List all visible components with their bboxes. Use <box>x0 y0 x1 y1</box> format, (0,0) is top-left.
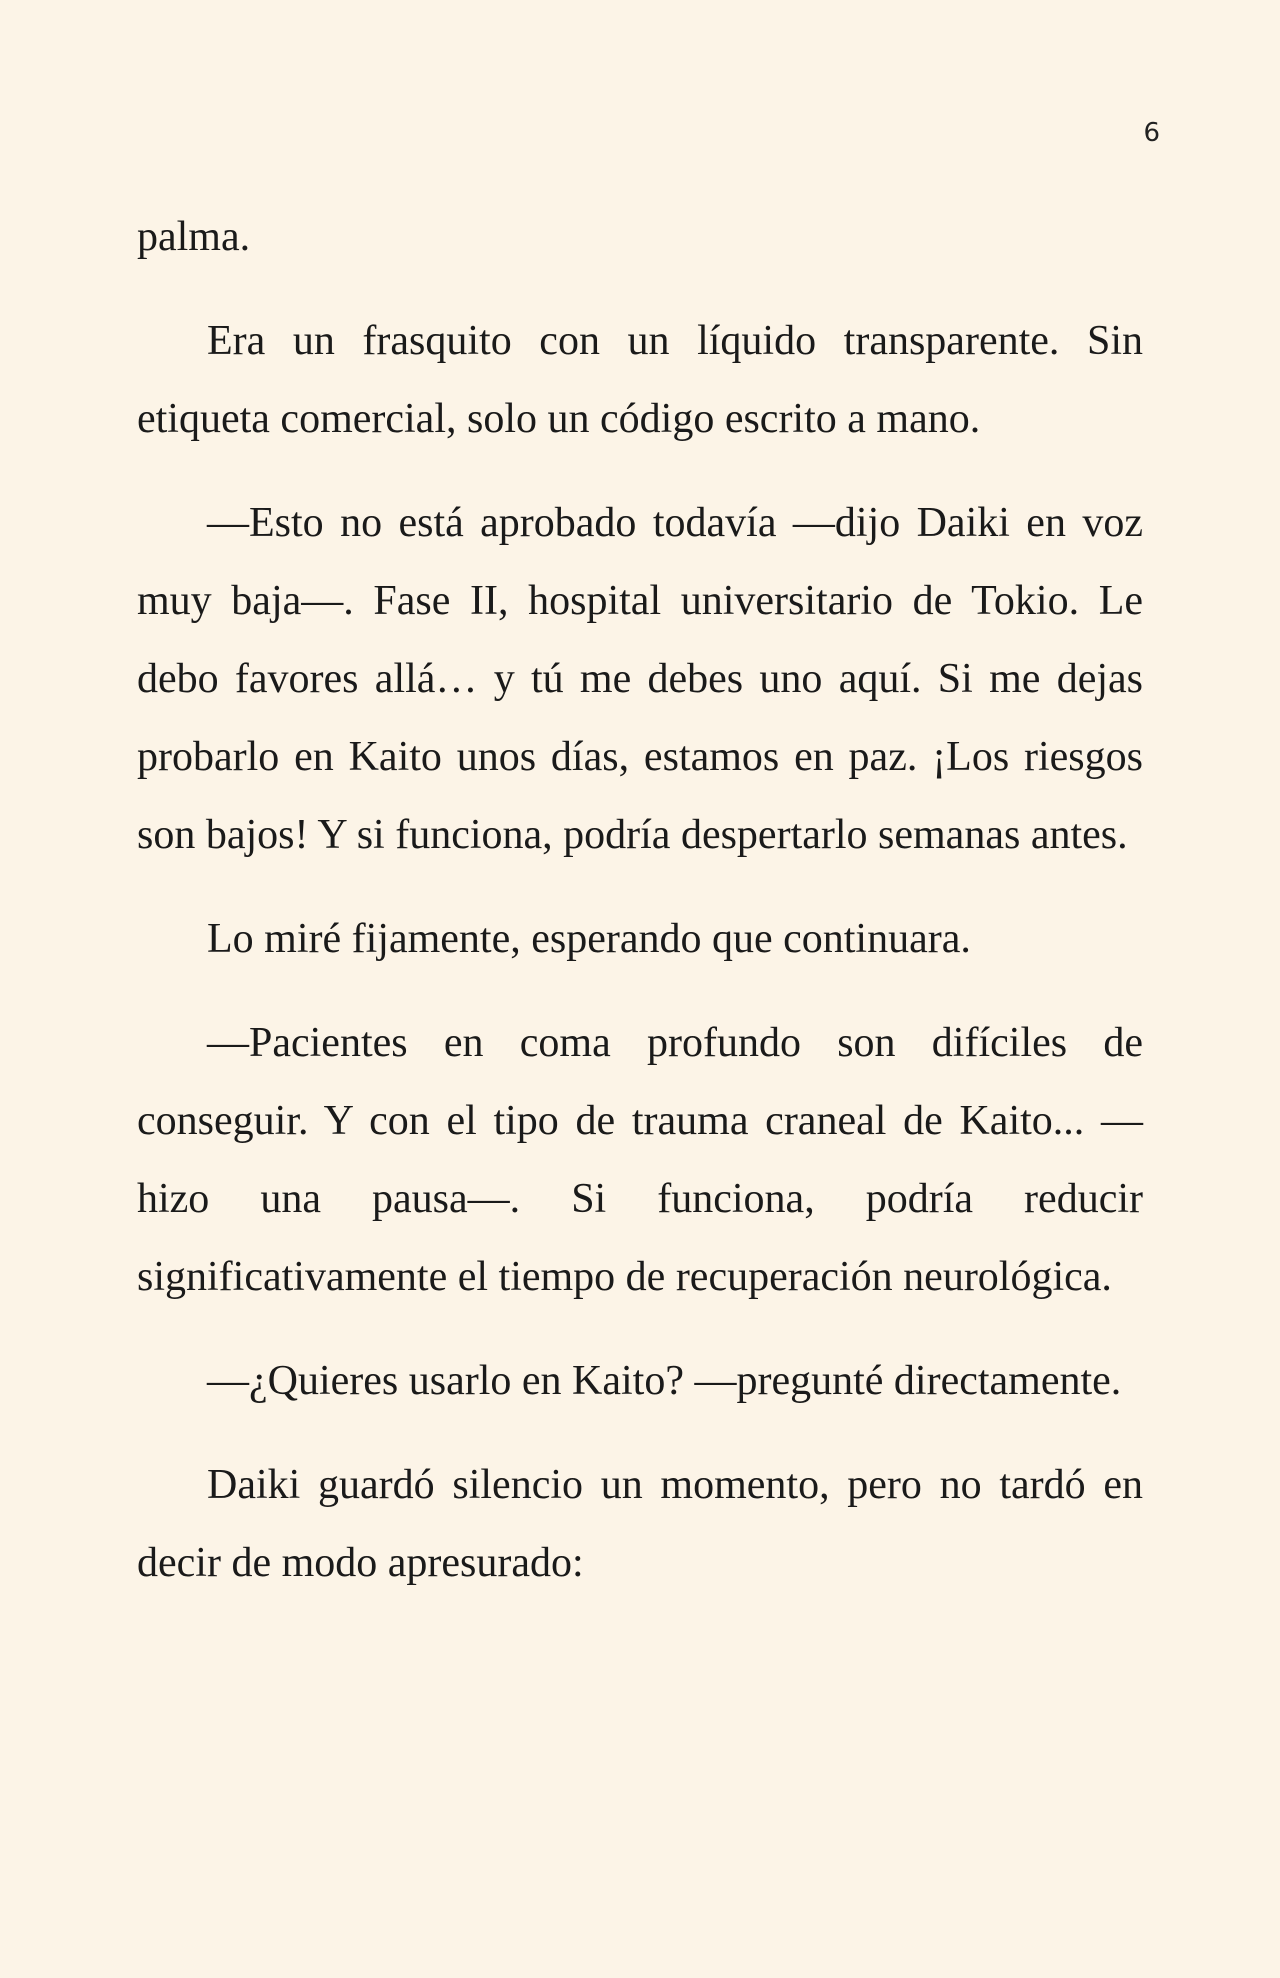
paragraph-dialogue: —Esto no está aprobado todavía —dijo Daiki en voz muy baja—. Fase II, hospital universitario de Tokio. Le debo favores allá… y tú me debes uno aquí. Si me dejas probarlo en Kaito unos días, estamos en paz. ¡Los riesgos son bajos! Y si funciona, podría despertarlo semanas antes. <box>137 500 1143 858</box>
paragraph-dialogue: —Pacientes en coma profundo son difíciles de conseguir. Y con el tipo de trauma craneal de Kaito... —hizo una pausa—. Si funciona, podría reducir significativamente el tiempo de recuperación neurológica. <box>137 1020 1143 1300</box>
paragraph-dialogue: —¿Quieres usarlo en Kaito? —pregunté directamente. <box>207 1358 1122 1404</box>
page-number: 6 <box>1143 118 1160 148</box>
paragraph: Lo miré fijamente, esperando que continuara. <box>207 916 971 962</box>
body-text <box>137 198 1143 1628</box>
paragraph: Daiki guardó silencio un momento, pero no tardó en decir de modo apresurado: <box>137 1462 1143 1586</box>
paragraph: Era un frasquito con un líquido transparente. Sin etiqueta comercial, solo un código escrito a mano. <box>137 318 1143 442</box>
paragraph-continuation: palma. <box>137 214 251 260</box>
